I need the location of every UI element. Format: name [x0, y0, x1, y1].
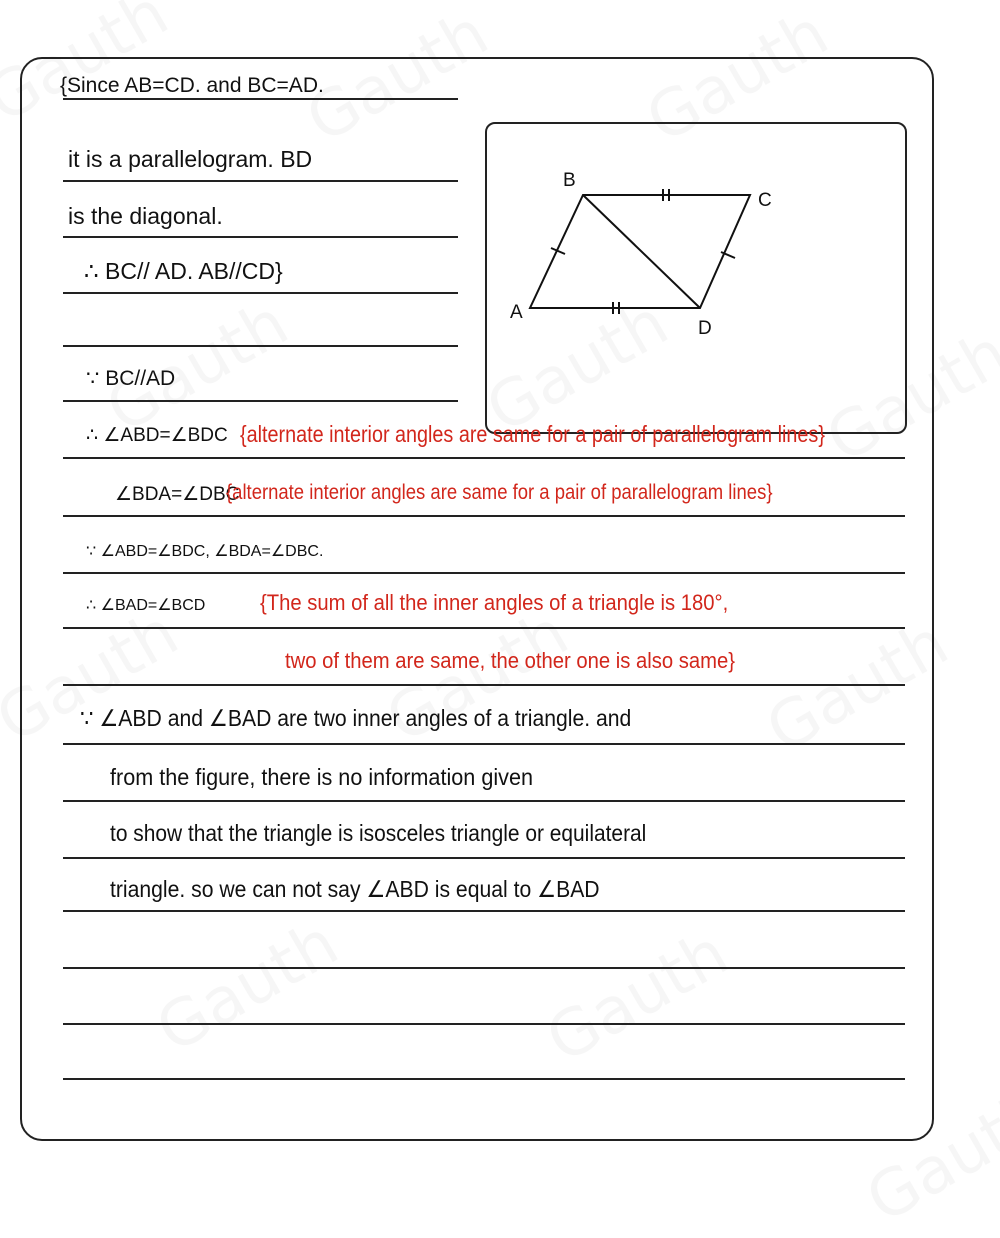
reason-text: {The sum of all the inner angles of a triangle is 180°, — [260, 590, 729, 615]
rule-line — [63, 684, 905, 686]
rule-line — [63, 1023, 905, 1025]
vertex-label-d: D — [698, 318, 712, 339]
text-line: ∵ ∠ABD=∠BDC, ∠BDA=∠DBC. — [86, 543, 324, 560]
rule-line — [63, 627, 905, 629]
text-line: is the diagonal. — [68, 203, 223, 229]
text-line: ∴ ∠ABD=∠BDC — [86, 425, 228, 446]
rule-line — [63, 910, 905, 912]
text-line: triangle. so we can not say ∠ABD is equal to ∠BAD — [110, 876, 600, 902]
vertex-label-c: C — [758, 190, 772, 211]
reason-text: {alternate interior angles are same for a pair of parallelogram lines} — [226, 481, 773, 504]
diagonal-bd — [583, 195, 700, 308]
rule-line — [63, 98, 458, 100]
text-line: {Since AB=CD. and BC=AD. — [60, 74, 324, 97]
rule-line — [63, 236, 458, 238]
text-line: it is a parallelogram. BD — [68, 146, 313, 172]
text-line: ∴ BC// AD. AB//CD} — [84, 258, 283, 284]
text-line: from the figure, there is no information given — [110, 764, 534, 790]
text-line: ∵ ∠ABD and ∠BAD are two inner angles of a triangle. and — [80, 705, 632, 731]
rule-line — [63, 292, 458, 294]
rule-line — [63, 515, 905, 517]
rule-line — [63, 800, 905, 802]
text-line: ∵ BC//AD — [86, 367, 176, 390]
rule-line — [63, 572, 905, 574]
text-line: ∴ ∠BAD=∠BCD — [86, 597, 206, 614]
rule-line — [63, 180, 458, 182]
rule-line — [63, 457, 905, 459]
text-line: to show that the triangle is isosceles triangle or equilateral — [110, 820, 647, 846]
rule-line — [63, 1078, 905, 1080]
text-line: ∠BDA=∠DBC — [115, 484, 240, 505]
rule-line — [63, 400, 458, 402]
rule-line — [63, 967, 905, 969]
parallelogram-figure — [485, 122, 905, 432]
parallelogram-abcd — [530, 195, 750, 308]
rule-line — [63, 743, 905, 745]
vertex-label-b: B — [563, 170, 576, 191]
reason-text: {alternate interior angles are same for a pair of parallelogram lines} — [240, 421, 825, 447]
reason-text: two of them are same, the other one is also same} — [285, 648, 736, 673]
rule-line — [63, 345, 458, 347]
rule-line — [63, 857, 905, 859]
vertex-label-a: A — [510, 302, 523, 323]
